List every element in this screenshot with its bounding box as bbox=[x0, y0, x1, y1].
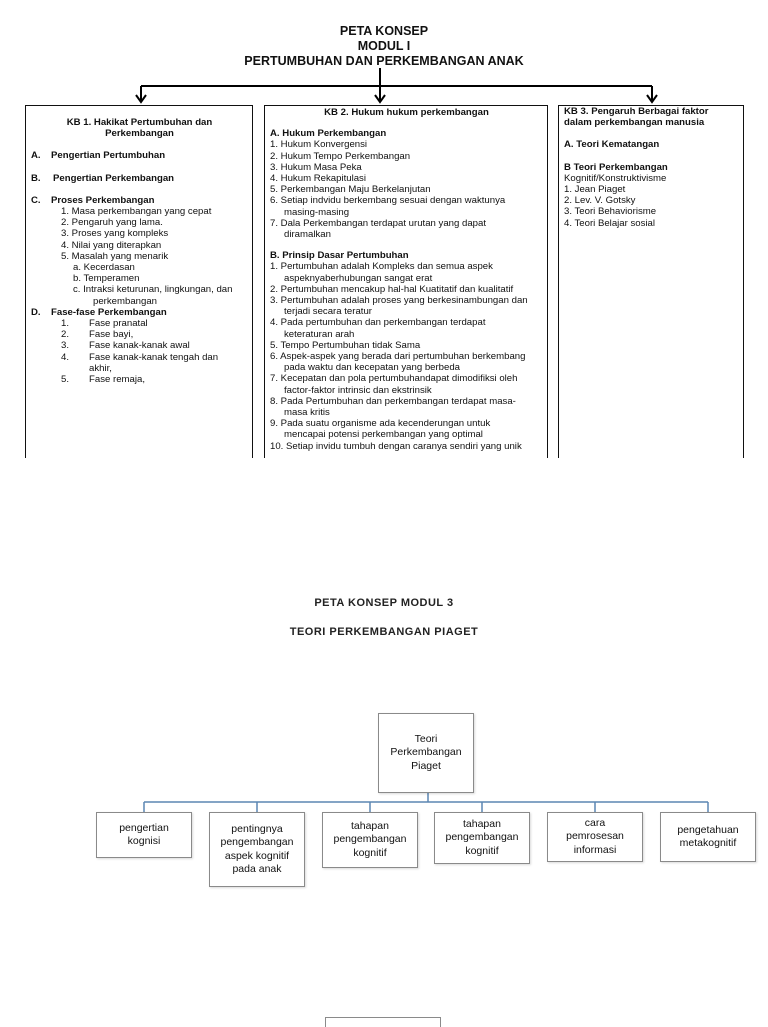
kb1-c5-item: a. Kecerdasan bbox=[73, 262, 135, 274]
kb3-section-a: A. Teori Kematangan bbox=[564, 139, 660, 151]
kb2-section-b: B. Prinsip Dasar Pertumbuhan bbox=[270, 250, 409, 262]
kb2-a-item: 2. Hukum Tempo Perkembangan bbox=[270, 150, 411, 162]
root-node: Teori Perkembangan Piaget bbox=[378, 713, 474, 793]
kb2-b-item: 5. Tempo Pertumbuhan tidak Sama bbox=[270, 339, 421, 351]
kb2-b-item: 9. Pada suatu organisme ada kecenderungan untuk bbox=[270, 418, 491, 430]
kb2-title: KB 2. Hukum hukum perkembangan bbox=[324, 107, 489, 118]
kb1-c-item: 5. Masalah yang menarik bbox=[61, 250, 169, 262]
kb2-section-a: A. Hukum Perkembangan bbox=[270, 128, 387, 140]
kb2-b-item: keteraturan arah bbox=[284, 328, 355, 340]
kb3-title-line-2: dalam perkembangan manusia bbox=[564, 117, 705, 129]
child-node-pengertian-kognisi: pengertian kognisi bbox=[96, 812, 192, 858]
kb2-b-item: 6. Aspek-aspek yang berada dari pertumbuhan berkembang bbox=[270, 351, 526, 363]
kb2-a-item: 3. Hukum Masa Peka bbox=[270, 161, 362, 173]
map-title-line-3: PERTUMBUHAN DAN PERKEMBANGAN ANAK bbox=[244, 54, 524, 68]
kb1-c-item: 2. Pengaruh yang lama. bbox=[61, 217, 163, 229]
kb3-box bbox=[558, 105, 744, 458]
kb1-c5-item: b. Temperamen bbox=[73, 273, 140, 285]
map-title-line-2: MODUL I bbox=[357, 39, 411, 53]
kb1-section-b: B. Pengertian Perkembangan bbox=[31, 172, 175, 184]
kb1-d-item: 1. Fase pranatal bbox=[61, 318, 148, 330]
kb1-c5-item: perkembangan bbox=[93, 295, 158, 307]
kb2-b-item: pada waktu dan kecepatan yang berbeda bbox=[284, 362, 461, 374]
kb1-section-a: A. Pengertian Pertumbuhan bbox=[31, 150, 166, 162]
kb2-b-item: 4. Pada pertumbuhan dan perkembangan terdapat bbox=[270, 317, 486, 329]
kb2-a-item: 6. Setiap indvidu berkembang sesuai dengan waktunya bbox=[270, 195, 506, 207]
kb2-b-item: 1. Pertumbuhan adalah Kompleks dan semua aspek bbox=[270, 261, 493, 273]
kb3-b-item: 4. Teori Belajar sosial bbox=[564, 217, 656, 229]
kb1-title: KB 1. Hakikat Pertumbuhan dan Perkembangan bbox=[66, 117, 213, 140]
child-node-tahapan-1: tahapan pengembangan kognitif bbox=[322, 812, 418, 868]
kb3-title-line-1: KB 3. Pengaruh Berbagai faktor bbox=[564, 106, 709, 117]
kb2-a-item: 1. Hukum Konvergensi bbox=[270, 139, 368, 151]
kb2-b-item: mencapai potensi perkembangan yang optimal bbox=[284, 429, 483, 441]
kb1-c-item: 4. Nilai yang diterapkan bbox=[61, 239, 162, 251]
kb1-d-item: 3. Fase kanak-kanak awal bbox=[61, 340, 190, 352]
kb1-c5-item: c. Intraksi keturunan, lingkungan, dan bbox=[73, 284, 233, 296]
child-node-tahapan-2: tahapan pengembangan kognitif bbox=[434, 812, 530, 864]
kb2-box bbox=[264, 105, 548, 458]
kb2-b-item: aspeknyaberhubungan sangat erat bbox=[284, 272, 433, 284]
child-node-pentingnya: pentingnya pengembangan aspek kognitif pada anak bbox=[209, 812, 305, 887]
kb1-d-item: 4. Fase kanak-kanak tengah dan bbox=[61, 351, 219, 363]
kb2-a-item: masing-masing bbox=[284, 206, 350, 218]
kb2-a-item: 5. Perkembangan Maju Berkelanjutan bbox=[270, 184, 431, 196]
kb3-section-b: B Teori Perkembangan bbox=[564, 161, 668, 173]
kb2-b-item: factor-faktor intrinsic dan ekstrinsik bbox=[284, 384, 432, 396]
map-title-line-1: PETA KONSEP bbox=[339, 24, 429, 38]
kb2-a-item: 4. Hukum Rekapitulasi bbox=[270, 173, 366, 185]
kb2-b-item: terjadi secara teratur bbox=[284, 306, 372, 318]
kb1-d-item: 5. Fase remaja, bbox=[61, 374, 145, 386]
kb1-c-item: 1. Masa perkembangan yang cepat bbox=[61, 206, 212, 218]
partial-node-bottom bbox=[325, 1017, 441, 1027]
kb1-d-item: 2. Fase bayi, bbox=[61, 329, 134, 341]
modul3-subtitle: TEORI PERKEMBANGAN PIAGET bbox=[289, 626, 479, 638]
kb1-section-c: C. Proses Perkembangan bbox=[31, 194, 155, 206]
kb1-c-item: 3. Proses yang kompleks bbox=[61, 228, 169, 240]
kb3-b-item: Kognitif/Konstruktivisme bbox=[564, 172, 667, 184]
kb2-b-item: 7. Kecepatan dan pola pertumbuhandapat dimodifiksi oleh bbox=[270, 373, 518, 385]
kb3-b-item: 1. Jean Piaget bbox=[564, 184, 626, 196]
kb2-b-item: 2. Pertumbuhan mencakup hal-hal Kuatitatif dan kualitatif bbox=[270, 283, 514, 295]
kb2-b-item: 10. Setiap invidu tumbuh dengan caranya sendiri yang unik bbox=[270, 440, 522, 452]
kb1-d-item: akhir, bbox=[89, 362, 112, 374]
kb2-b-item: 3. Pertumbuhan adalah proses yang berkesinambungan dan bbox=[270, 295, 528, 307]
kb2-a-item: diramalkan bbox=[284, 229, 331, 241]
kb1-box bbox=[25, 105, 253, 458]
kb2-b-item: 8. Pada Pertumbuhan dan perkembangan terdapat masa- bbox=[270, 395, 516, 407]
modul3-title: PETA KONSEP MODUL 3 bbox=[314, 597, 454, 609]
kb2-b-item: masa kritis bbox=[284, 407, 330, 419]
kb3-b-item: 2. Lev. V. Gotsky bbox=[564, 195, 636, 207]
connector-arrows bbox=[0, 0, 768, 110]
kb1-section-d: D. Fase-fase Perkembangan bbox=[31, 306, 167, 318]
child-node-metakognitif: pengetahuan metakognitif bbox=[660, 812, 756, 862]
kb3-b-item: 3. Teori Behaviorisme bbox=[564, 206, 657, 218]
kb2-a-item: 7. Dala Perkembangan terdapat urutan yang dapat bbox=[270, 217, 487, 229]
child-node-pemrosesan: cara pemrosesan informasi bbox=[547, 812, 643, 862]
